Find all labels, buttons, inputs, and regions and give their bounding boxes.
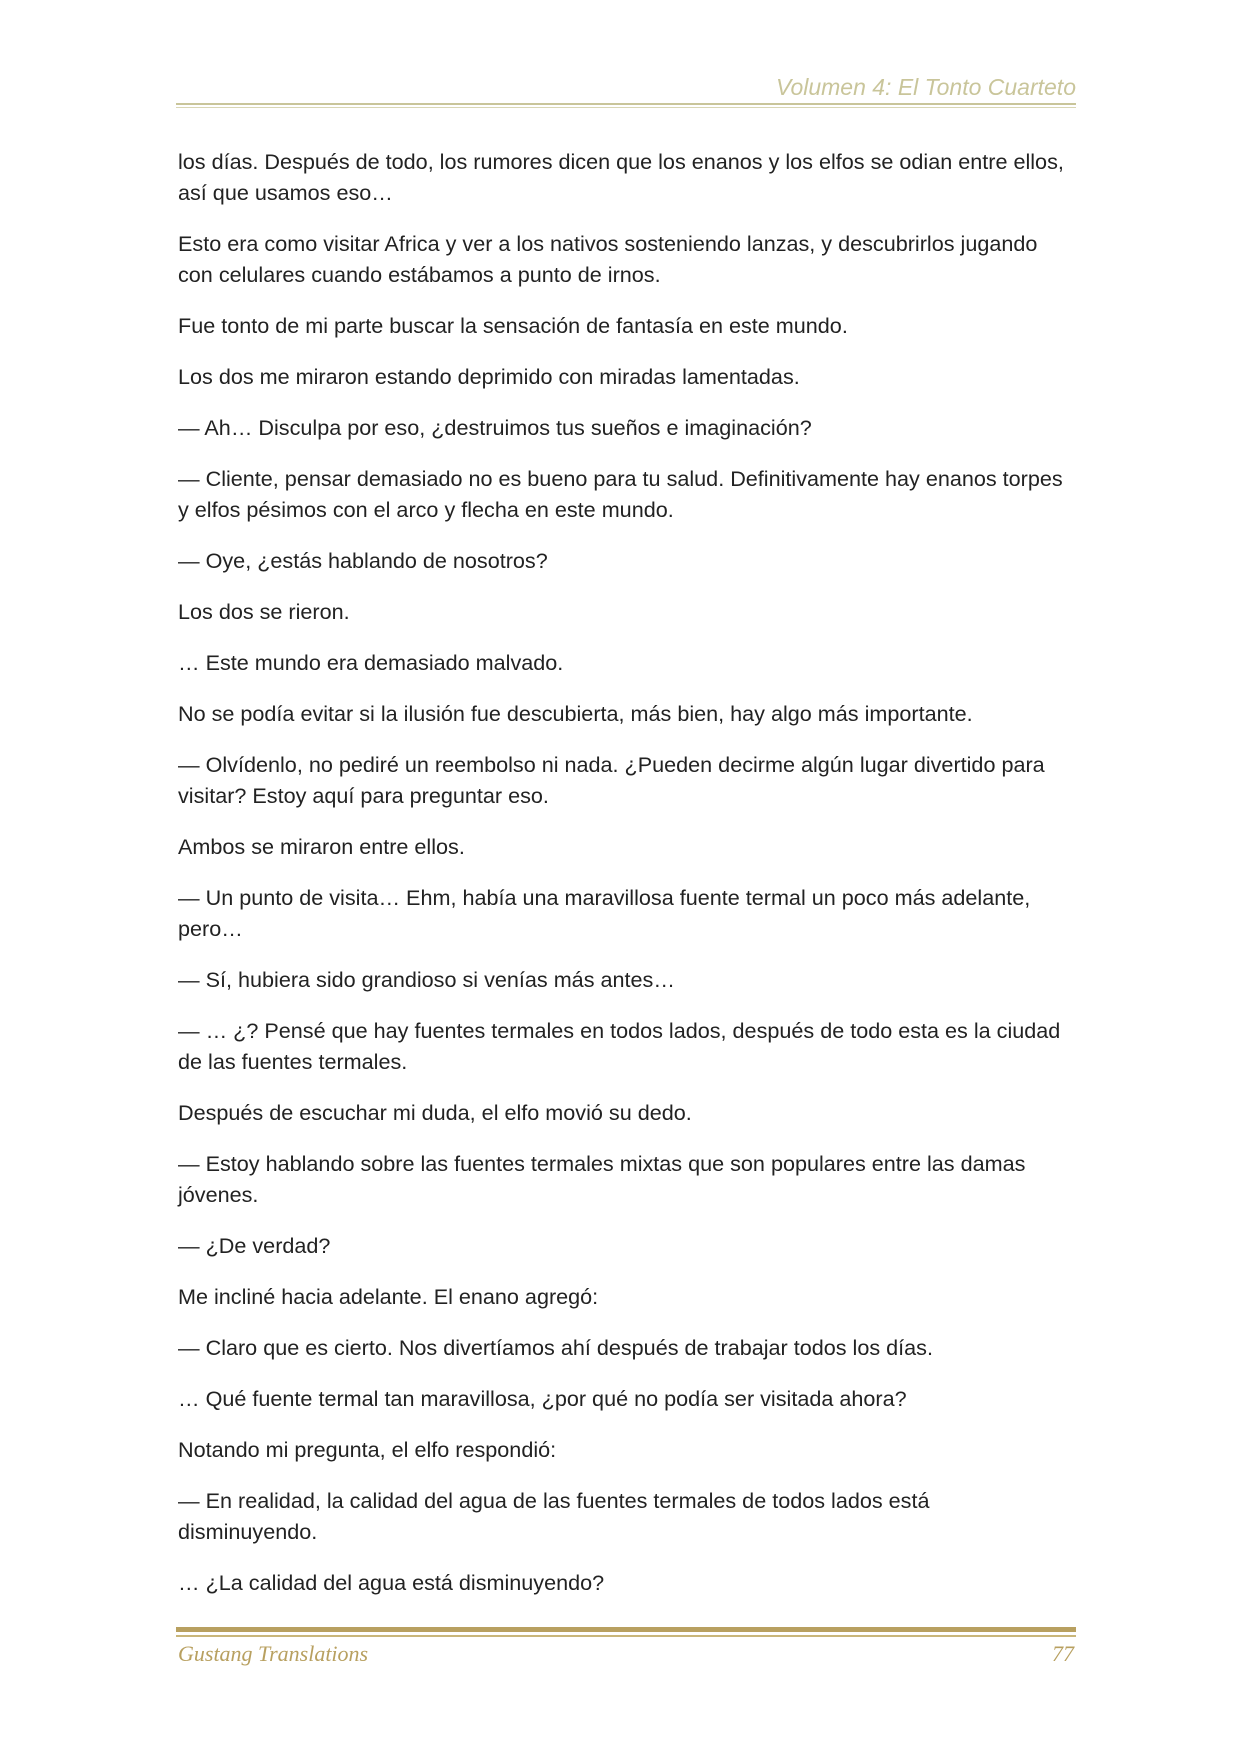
paragraph: … Qué fuente termal tan maravillosa, ¿por qué no podía ser visitada ahora? [178, 1386, 907, 1411]
paragraph: Fue tonto de mi parte buscar la sensación de fantasía en este mundo. [178, 313, 848, 338]
paragraph: — Sí, hubiera sido grandioso si venías más antes… [178, 967, 675, 992]
paragraph: los días. Después de todo, los rumores dicen que los enanos y los elfos se odian entre ellos, así que usamos eso… [178, 149, 1064, 205]
publisher-name: Gustang Translations [178, 1641, 369, 1666]
paragraph: — Claro que es cierto. Nos divertíamos ahí después de trabajar todos los días. [178, 1335, 933, 1360]
paragraph: Los dos me miraron estando deprimido con miradas lamentadas. [178, 364, 800, 389]
paragraph: … Este mundo era demasiado malvado. [178, 650, 564, 675]
paragraph: Ambos se miraron entre ellos. [178, 834, 465, 859]
paragraph: — Ah… Disculpa por eso, ¿destruimos tus sueños e imaginación? [178, 415, 812, 440]
page-body [178, 146, 1073, 1618]
page-header [176, 70, 1076, 106]
paragraph: … ¿La calidad del agua está disminuyendo? [178, 1570, 605, 1595]
paragraph: — Oye, ¿estás hablando de nosotros? [178, 548, 548, 573]
page-footer [176, 1627, 1076, 1677]
paragraph: Después de escuchar mi duda, el elfo movió su dedo. [178, 1100, 692, 1125]
paragraph: — Cliente, pensar demasiado no es bueno para tu salud. Definitivamente hay enanos torpes y elfos pésimos con el arco y flecha en este mundo. [178, 466, 1063, 522]
paragraph: No se podía evitar si la ilusión fue descubierta, más bien, hay algo más importante. [178, 701, 973, 726]
paragraph: Notando mi pregunta, el elfo respondió: [178, 1437, 557, 1462]
paragraph: Me incliné hacia adelante. El enano agregó: [178, 1284, 599, 1309]
paragraph: — ¿De verdad? [178, 1233, 331, 1258]
page-number: 77 [1052, 1641, 1074, 1666]
footer-divider [176, 1627, 1076, 1632]
volume-title: Volumen 4: El Tonto Cuarteto [775, 74, 1076, 100]
paragraph: — Estoy hablando sobre las fuentes termales mixtas que son populares entre las damas jóvenes. [178, 1151, 1026, 1207]
paragraph: — … ¿? Pensé que hay fuentes termales en todos lados, después de todo esta es la ciudad de las fuentes termales. [178, 1018, 1061, 1074]
paragraph: — Un punto de visita… Ehm, había una maravillosa fuente termal un poco más adelante, pero… [178, 885, 1031, 941]
paragraph: Esto era como visitar Africa y ver a los nativos sosteniendo lanzas, y descubrirlos jugando con celulares cuando estábamos a punto de irnos. [178, 231, 1038, 287]
paragraph: Los dos se rieron. [178, 599, 350, 624]
paragraph: — En realidad, la calidad del agua de las fuentes termales de todos lados está disminuyendo. [178, 1488, 930, 1544]
footer-divider-thin [176, 1635, 1076, 1637]
paragraph: — Olvídenlo, no pediré un reembolso ni nada. ¿Pueden decirme algún lugar divertido para visitar? Estoy aquí para preguntar eso. [178, 752, 1045, 808]
header-divider [176, 103, 1076, 105]
header-divider-thin [176, 107, 1076, 108]
